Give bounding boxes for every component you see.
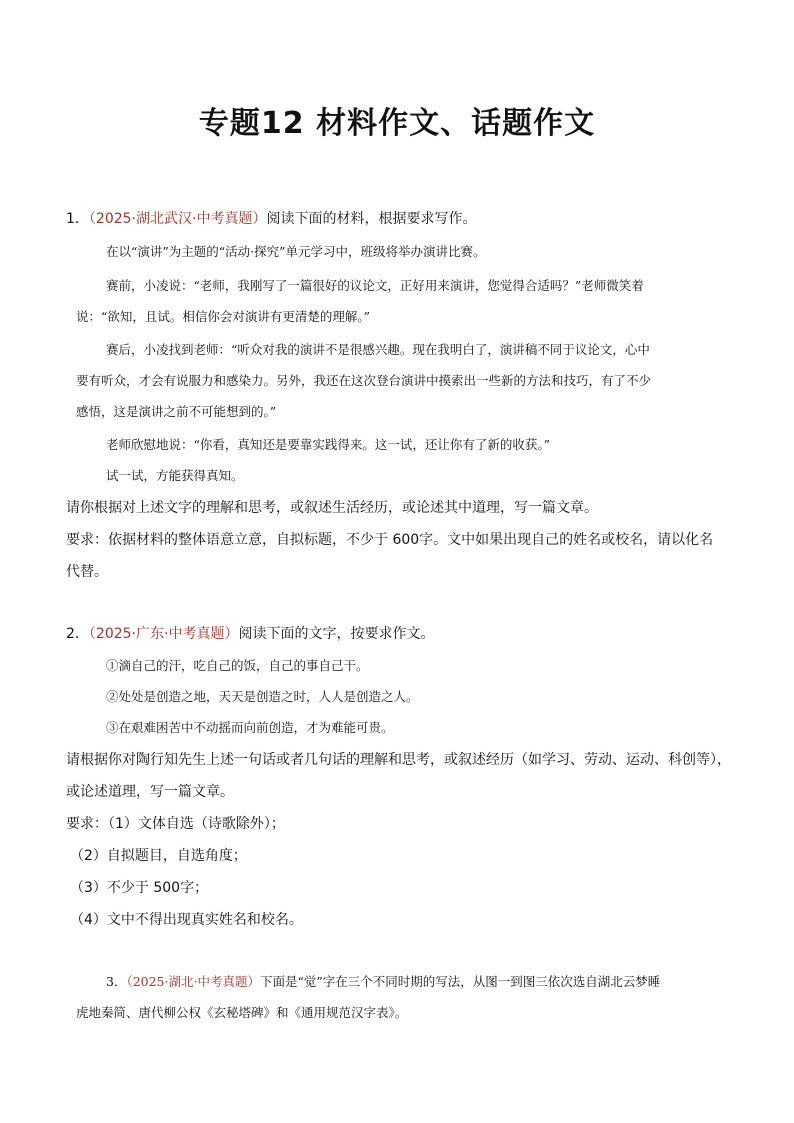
page-title: 专题12 材料作文、话题作文 xyxy=(198,106,596,141)
writing-task: 请根据你对陶行知先生上述一句话或者几句话的理解和思考，或叙述经历（如学习、劳动、运动、科创等）， xyxy=(66,752,731,768)
question-number: 1． xyxy=(66,211,89,227)
material-paragraph: 在以“演讲”为主题的“活动·探究”单元学习中，班级将举办演讲比赛。 xyxy=(106,244,486,259)
question-number: 2． xyxy=(66,626,89,642)
writing-requirement-cont: 代替。 xyxy=(66,564,108,580)
question-source: （2025·广东·中考真题） xyxy=(88,626,239,642)
material-paragraph-cont: 要有听众，才会有说服力和感染力。另外，我还在这次登台演讲中摸索出一些新的方法和技巧，有了不少 xyxy=(76,373,652,388)
material-paragraph-cont: 感悟，这是演讲之前不可能想到的。” xyxy=(76,404,277,419)
question-text: 下面是“觉”字在三个不同时期的写法，从图一到图三依次选自湖北云梦睡 xyxy=(259,974,661,989)
question-1-header xyxy=(66,208,476,228)
material-paragraph: 老师欣慰地说：“你看，真知还是要靠实践得来。这一试，还让你有了新的收获。” xyxy=(106,437,551,452)
material-paragraph-cont: 说：“欲知，且试。相信你会对演讲有更清楚的理解。” xyxy=(76,309,371,324)
material-paragraph: 赛后，小凌找到老师：“听众对我的演讲不是很感兴趣。现在我明白了，演讲稿不同于议论文，心中 xyxy=(106,342,650,357)
quote-item: ①滴自己的汗，吃自己的饭，自己的事自己干。 xyxy=(106,658,369,673)
writing-task: 请你根据对上述文字的理解和思考，或叙述生活经历，或论述其中道理，写一篇文章。 xyxy=(66,500,598,516)
quote-item: ②处处是创造之地，天天是创造之时，人人是创造之人。 xyxy=(106,689,419,704)
material-paragraph: 赛前，小凌说：“老师，我刚写了一篇很好的议论文，正好用来演讲，您觉得合适吗？”老师微笑着 xyxy=(106,278,644,293)
question-source: （2025·湖北·中考真题） xyxy=(126,974,260,989)
requirement-item: （2）自拟题目，自选角度； xyxy=(70,848,247,864)
question-prompt: 阅读下面的材料，根据要求写作。 xyxy=(266,211,477,227)
requirement-item: 要求：（1）文体自选（诗歌除外）； xyxy=(66,816,285,832)
material-paragraph: 试一试，方能获得真知。 xyxy=(106,468,244,483)
question-text-cont: 虎地秦简、唐代柳公权《玄秘塔碑》和《通用规范汉字表》。 xyxy=(76,1005,408,1020)
writing-task-cont: 或论述道理，写一篇文章。 xyxy=(66,784,234,800)
writing-requirement: 要求：依据材料的整体语意立意，自拟标题，不少于 600字。文中如果出现自己的姓名或校名，请以化名 xyxy=(66,532,714,548)
requirement-item: （3）不少于 500字； xyxy=(70,880,209,896)
question-3-header xyxy=(106,972,660,990)
quote-item: ③在艰难困苦中不动摇而向前创造，才为难能可贵。 xyxy=(106,720,394,735)
requirement-item: （4）文中不得出现真实姓名和校名。 xyxy=(70,912,303,928)
question-number: 3． xyxy=(106,974,127,989)
question-source: （2025·湖北武汉·中考真题） xyxy=(88,211,267,227)
question-prompt: 阅读下面的文字，按要求作文。 xyxy=(238,626,435,642)
question-2-header xyxy=(66,623,434,643)
